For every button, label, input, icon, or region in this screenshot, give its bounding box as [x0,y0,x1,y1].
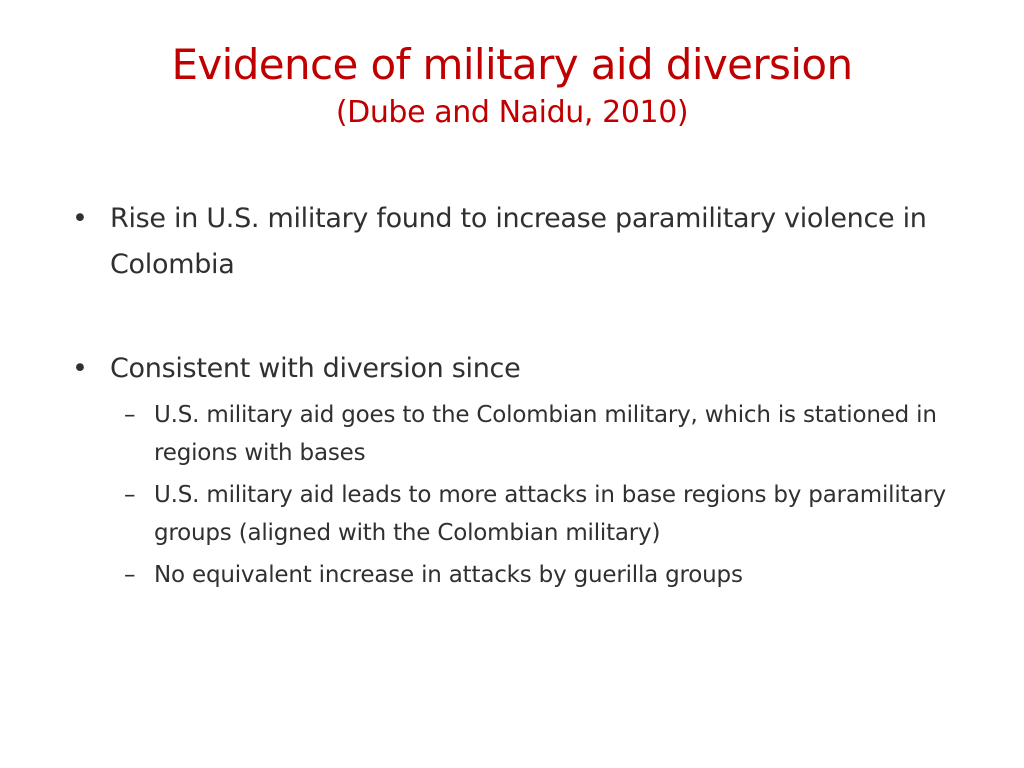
sub-bullet-marker: – [124,402,136,428]
sub-bullet-marker: – [124,482,136,508]
sub-bullet-item [124,556,952,594]
bullet-marker: • [72,353,88,384]
sub-bullet-item [124,476,952,552]
slide-content [72,196,952,594]
sub-bullet-text: No equivalent increase in attacks by guerilla groups [154,562,743,588]
bullet-item [72,346,952,392]
slide-title: Evidence of military aid diversion [171,40,853,89]
sub-bullet-marker: – [124,562,136,588]
bullet-text: Consistent with diversion since [110,353,521,384]
bullet-text: Rise in U.S. military found to increase paramilitary violence in Colombia [110,203,927,280]
bullet-marker: • [72,203,88,234]
slide-subtitle: (Dube and Naidu, 2010) [335,95,689,130]
title-block [0,38,1024,134]
bullet-item [72,196,952,288]
sub-bullet-item [124,396,952,472]
sub-bullet-text: U.S. military aid leads to more attacks in base regions by paramilitary groups (aligned with the Colombian military) [154,482,946,546]
spacer [72,288,952,346]
sub-bullet-text: U.S. military aid goes to the Colombian military, which is stationed in regions with bases [154,402,937,466]
